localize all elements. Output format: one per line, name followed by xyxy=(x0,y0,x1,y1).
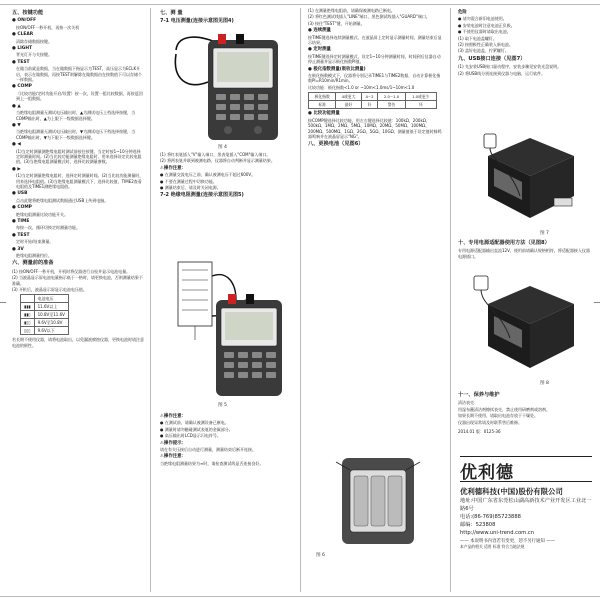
maint-body xyxy=(458,400,592,425)
company-postcode: 邮编：523808 xyxy=(460,522,496,528)
battery-steps xyxy=(458,36,592,54)
usb-body xyxy=(458,64,592,76)
key-name: ● TEST xyxy=(12,232,30,238)
timer-body: 按TIME键选择定时测量模式，设定1~10分钟测量时间，时间到后仪器自动停止测量并显示极化指数PI值。 xyxy=(308,53,441,65)
pi-cell: 最好 xyxy=(336,101,361,109)
battery-icon: ▮▯▯ xyxy=(21,319,35,327)
voltage-step: (1) 将红表笔插入"V"输入端口，黑表笔插入"COM"输入端口。 xyxy=(160,152,271,157)
key-desc: 绝缘电阻测量挡位。 xyxy=(16,253,52,259)
pi-body: 在极化指数模式下，仪器将分别记录TIME1与TIME2数据，自动计算极化指数PI=R10min/R1min。 xyxy=(308,73,441,84)
prep-item: (2) 当液晶显示屏电池电量指示低于一格时，请更换电池，否则测量结果不准确。 xyxy=(12,275,143,286)
key-desc: 在做当前就是数据，当在做数据下指显示为TEST，高压显示为ECLK开启，表示在做数据，再按TEST则解除在做数据由在按数值下可以存储个一样数据。 xyxy=(16,66,142,83)
warning-item: ● 不要在测量过程中切换功能。 xyxy=(160,178,217,184)
column-2-mid xyxy=(160,152,292,200)
fig4-heading: 7-1 电压测量(连接示意图见图4) xyxy=(160,18,234,25)
section-title: 六、测量前的准备 xyxy=(12,260,54,267)
meter-figure-5 xyxy=(172,256,288,400)
company-address: 地址:中国广东省东莞松山湖高新技术产业开发区工业北一路6号 xyxy=(460,498,592,512)
battery-step: (3) 盖好电池盖，拧紧螺钉。 xyxy=(458,48,509,54)
battery-note: 若长期不使用仪器，请将电池取出，以免漏液腐蚀仪器，更换电池时请注意电池的极性。 xyxy=(12,337,144,348)
measure-title: 七、测 量 xyxy=(160,10,183,16)
column-1 xyxy=(12,8,144,608)
warn-title: ⚠操作注意： xyxy=(160,454,186,460)
column-2-bottom xyxy=(160,412,292,467)
key-name: ● ◀ xyxy=(12,142,21,148)
battery-row: 10.8V至11.6V xyxy=(34,311,68,319)
insulation-warnings xyxy=(160,420,292,438)
sec-compare: ● 比较功能测量 xyxy=(308,111,340,117)
hint-item: ● 安装电池时注意电池正负极。 xyxy=(458,22,515,28)
key-name: ● ▲ xyxy=(12,103,21,109)
key-desc: 定时开始/结束测量。 xyxy=(16,239,54,245)
warning-item: ● 在测量交流电压之前，确认被测电压不超过600V。 xyxy=(160,172,256,178)
battery-table xyxy=(20,294,69,335)
adapter-title: 十、专用电源适配器使用方法（见图8） xyxy=(458,240,550,246)
usb-step: (1) 先安装USB接口驱动程序，安装步骤见安装光盘说明。 xyxy=(458,64,562,70)
key-desc: 清除存储数据按键。 xyxy=(16,38,52,44)
company-website[interactable]: http://www.uni-trend.com.cn xyxy=(460,530,535,536)
key-desc: 当绝缘电阻测量无测试电压输出时，▲为测试电压上档选择按键，当COMP输出时，▲为上限下一级数据选择键。 xyxy=(16,110,136,121)
adapter-body: 专用电源适配器输出直流12V，使用前请确认规格相符，将适配器接入仪器电源插口。 xyxy=(458,248,590,259)
fold-line-2 xyxy=(300,8,301,592)
fig5-label: 图 5 xyxy=(218,403,227,408)
maint-item: 仪器出现异常请及时联系售后维修。 xyxy=(458,419,522,425)
battery-step: (1) 取下电池盖螺钉。 xyxy=(458,35,497,41)
version: 2014.01 版：0125-36 xyxy=(458,429,501,435)
compare-body: 按COMP键选择比较功能，用左右键选择比较值：100kΩ、200kΩ、500kΩ、1MΩ、2MΩ、5MΩ、10MΩ、20MΩ、50MΩ、100MΩ、200MΩ、500MΩ、1GΩ、2GΩ、5GΩ、10GΩ，测量值低于设定值时蜂鸣器鸣响并在液晶屏显示"NG"。 xyxy=(308,117,442,139)
hint-title: 危险 xyxy=(458,10,467,15)
voltage-steps xyxy=(160,152,292,164)
battery-row: 11.6V以上 xyxy=(34,303,68,311)
maint-item: 清洁表壳： xyxy=(458,400,478,406)
key-list xyxy=(12,18,144,258)
key-name: ● 3V xyxy=(12,246,24,252)
pi-cell: 坏 xyxy=(405,101,436,109)
footer-notice: —— 本说明书内容若有变更，恕不另行通知 —— xyxy=(460,539,555,544)
company-block xyxy=(460,486,594,550)
pi-cell: 1.0或更少 xyxy=(405,93,436,101)
hint-item: ● 请勿混合新旧电池使用。 xyxy=(458,16,507,22)
maint-item: 用湿布蘸清洁剂擦拭表壳，禁止使用研磨剂或溶剂。 xyxy=(458,406,550,412)
sec-battery: 八、更换电池（见图6） xyxy=(308,141,364,148)
key-desc: 每按一次，循环切换定时测量功能。 xyxy=(16,225,80,231)
key-desc: 点击此键将绝缘电阻测试数据通过USB上传到电脑。 xyxy=(16,197,109,203)
key-desc: (1)当定时测量测绝缘电阻时测试前按住按键，当定时按1~10分钟选择定时测量时间。(2)当比较功能测量绝缘电阻时，用来选择设定比较电阻值。(3)当绝缘电阻测量模式时，选择比较测量参数。 xyxy=(16,148,142,165)
section-title: 五、按键功能 xyxy=(12,10,44,16)
fig7-label: 图 7 xyxy=(540,231,549,236)
fig4-label: 图 4 xyxy=(218,145,227,150)
maint-item: 如果长期不使用，请取出电池存放于干燥处。 xyxy=(458,413,538,419)
fig6-label: 图 6 xyxy=(316,553,325,558)
key-desc: 按ON/OFF一秒开机，再按一次关机 xyxy=(16,24,80,30)
battery-step: (2) 按照极性正确装入新电池。 xyxy=(458,42,513,48)
column-4-mid xyxy=(458,238,592,260)
sec-timer: ● 定时测量 xyxy=(308,47,331,53)
battery-header: 电池电压 xyxy=(34,295,68,303)
adapter-figure-8 xyxy=(470,270,584,378)
key-name: ● COMP xyxy=(12,84,32,90)
key-name: ● ▼ xyxy=(12,122,21,128)
key-name: ● TIME xyxy=(12,219,30,224)
sec-continuous: ● 连续测量 xyxy=(308,28,331,34)
brand-logo: 优利德 xyxy=(460,463,514,483)
meter-figure-4 xyxy=(168,30,288,142)
pi-cell: 2.0~1.0 xyxy=(378,93,406,101)
key-desc: （比较功能/定时功能开启/设置）按一次，设置一组比较数据，再按返回到上一组数据。 xyxy=(16,90,143,102)
prep-item: (3) 开机后，液晶显示屏显示电池电压值。 xyxy=(12,287,87,293)
footer-standard: 本产品的相关 适用 标准 符合当地法规 xyxy=(460,544,525,549)
key-name: ● USB xyxy=(12,191,28,197)
pi-cell: 警告 xyxy=(378,101,406,109)
pi-cell: 4~2 xyxy=(361,93,378,101)
warn-body: 当绝缘电阻测量结果为∞时，请检查测试线是否连接良好。 xyxy=(160,460,264,466)
warn-title: ⚠操作注意： xyxy=(160,414,186,419)
key-name: ● TEST xyxy=(12,59,30,65)
warn-title: ⚠操作提示： xyxy=(160,440,186,446)
fold-line-3 xyxy=(450,8,451,592)
hints-list xyxy=(458,16,592,34)
company-name: 优利德科技(中国)股份有限公司 xyxy=(460,487,563,496)
insulation-step: (2) 将红色测试线插入"LINE"端口，黑色测试线插入"GUARD"端口。 xyxy=(308,14,430,20)
pi-table xyxy=(308,92,437,109)
maint-title: 十一、保养与维护 xyxy=(458,392,500,398)
usb-figure-7 xyxy=(470,126,584,226)
column-4-bottom xyxy=(458,390,592,435)
insulation-step: (1) 在测量绝缘电阻前，请确保被测电路已断电。 xyxy=(308,8,395,13)
battery-icon: ▯▯▯ xyxy=(21,327,35,335)
key-desc: 绝缘电阻测量比较功能开关。 xyxy=(16,211,68,217)
key-name: ● CLEAR xyxy=(12,32,34,38)
battery-row: 9.6V至10.8V xyxy=(34,319,68,327)
key-desc: 背光灯开与关按键。 xyxy=(16,52,52,58)
key-name: ● COMP xyxy=(12,205,32,211)
usb-step: (2) 将USB线分别连接到仪器与电脑，运行软件。 xyxy=(458,70,546,76)
pi-cell: 4或更大 xyxy=(336,93,361,101)
fold-line-1 xyxy=(150,8,151,592)
key-name: ● LIGHT xyxy=(12,46,33,52)
battery-row: 9.6V以下 xyxy=(34,327,68,335)
continuous-body: 按TIME键选择连续测量模式，在液晶屏上定时显示测量时间，测量结束后显示结果。 xyxy=(308,34,442,46)
warn-title: ⚠操作注意： xyxy=(160,165,186,171)
prep-item: (1) 按ON/OFF一秒开机，开机时将仪器进行自检并显示电池电量。 xyxy=(12,268,131,274)
warning-item: ● 高压输出时LCD显示闪电符号。 xyxy=(160,433,221,439)
pi-cell: 标准 xyxy=(309,101,336,109)
key-name: ● ON/OFF xyxy=(12,18,37,24)
crop-mark xyxy=(594,302,600,303)
fig5-heading: 7-2 绝缘电阻测量(连接示意图见图5) xyxy=(160,192,244,199)
warning-item: ● 测量时请勿触碰测试表笔的金属部分。 xyxy=(160,426,233,432)
warning-item: ● 在测试前，请确认被测设备已断电。 xyxy=(160,420,229,426)
warn-body: 请在有关压接后自动进行测量，测量结束后断开连接。 xyxy=(160,447,256,453)
pi-cell: 极化指数 xyxy=(309,93,336,101)
voltage-step: (2) 将两表笔并联到被测电路，仪器将自动判断并显示测量结果。 xyxy=(160,158,275,164)
warning-item: ● 测量结束后，请及时关闭电源。 xyxy=(160,185,221,191)
battery-icon: ▮▮▮ xyxy=(21,303,35,311)
hint-item: ● 不使用仪器时请取出电池。 xyxy=(458,29,511,35)
fig8-label: 图 8 xyxy=(540,381,549,386)
brand-divider xyxy=(460,456,592,457)
usb-title: 九、USB接口连接（见图7） xyxy=(458,55,526,62)
sec-pi: ● 极化指数测量(吸收比测量) xyxy=(308,66,366,72)
battery-figure-6 xyxy=(330,450,426,550)
prep-list xyxy=(12,269,144,293)
crop-mark xyxy=(0,302,6,303)
battery-icon: ▮▮▯ xyxy=(21,311,35,319)
key-desc: 当绝缘电阻测量无测试电压输出时，▼为测试电压下档选择按键，当COMP输出时，▼为下限下一级数据选择键。 xyxy=(16,129,136,140)
insulation-steps xyxy=(308,8,442,26)
key-desc: (1)当定时测量绝缘电阻时，选择定时测量时间。(2)当比较功能测量时，用来选择电阻值。(3)当绝缘电阻测量模式下，选择比较值，TIME2查看电阻值及TIME1测绝缘电阻值。 xyxy=(16,173,144,189)
brand-divider xyxy=(460,481,592,482)
beep-caption: 比较功能：极化指数<1.0 or ~10m<1.0ms/1~10m<1.0 xyxy=(308,84,415,90)
key-name: ● ▶ xyxy=(12,166,21,172)
voltage-warnings xyxy=(160,172,292,190)
top-edge xyxy=(0,4,600,5)
pi-cell: 好 xyxy=(361,101,378,109)
insulation-step: (3) 按住"TEST"键，开始测量。 xyxy=(308,20,365,26)
company-tel: 电话:(86-769)85723888 xyxy=(460,514,521,520)
